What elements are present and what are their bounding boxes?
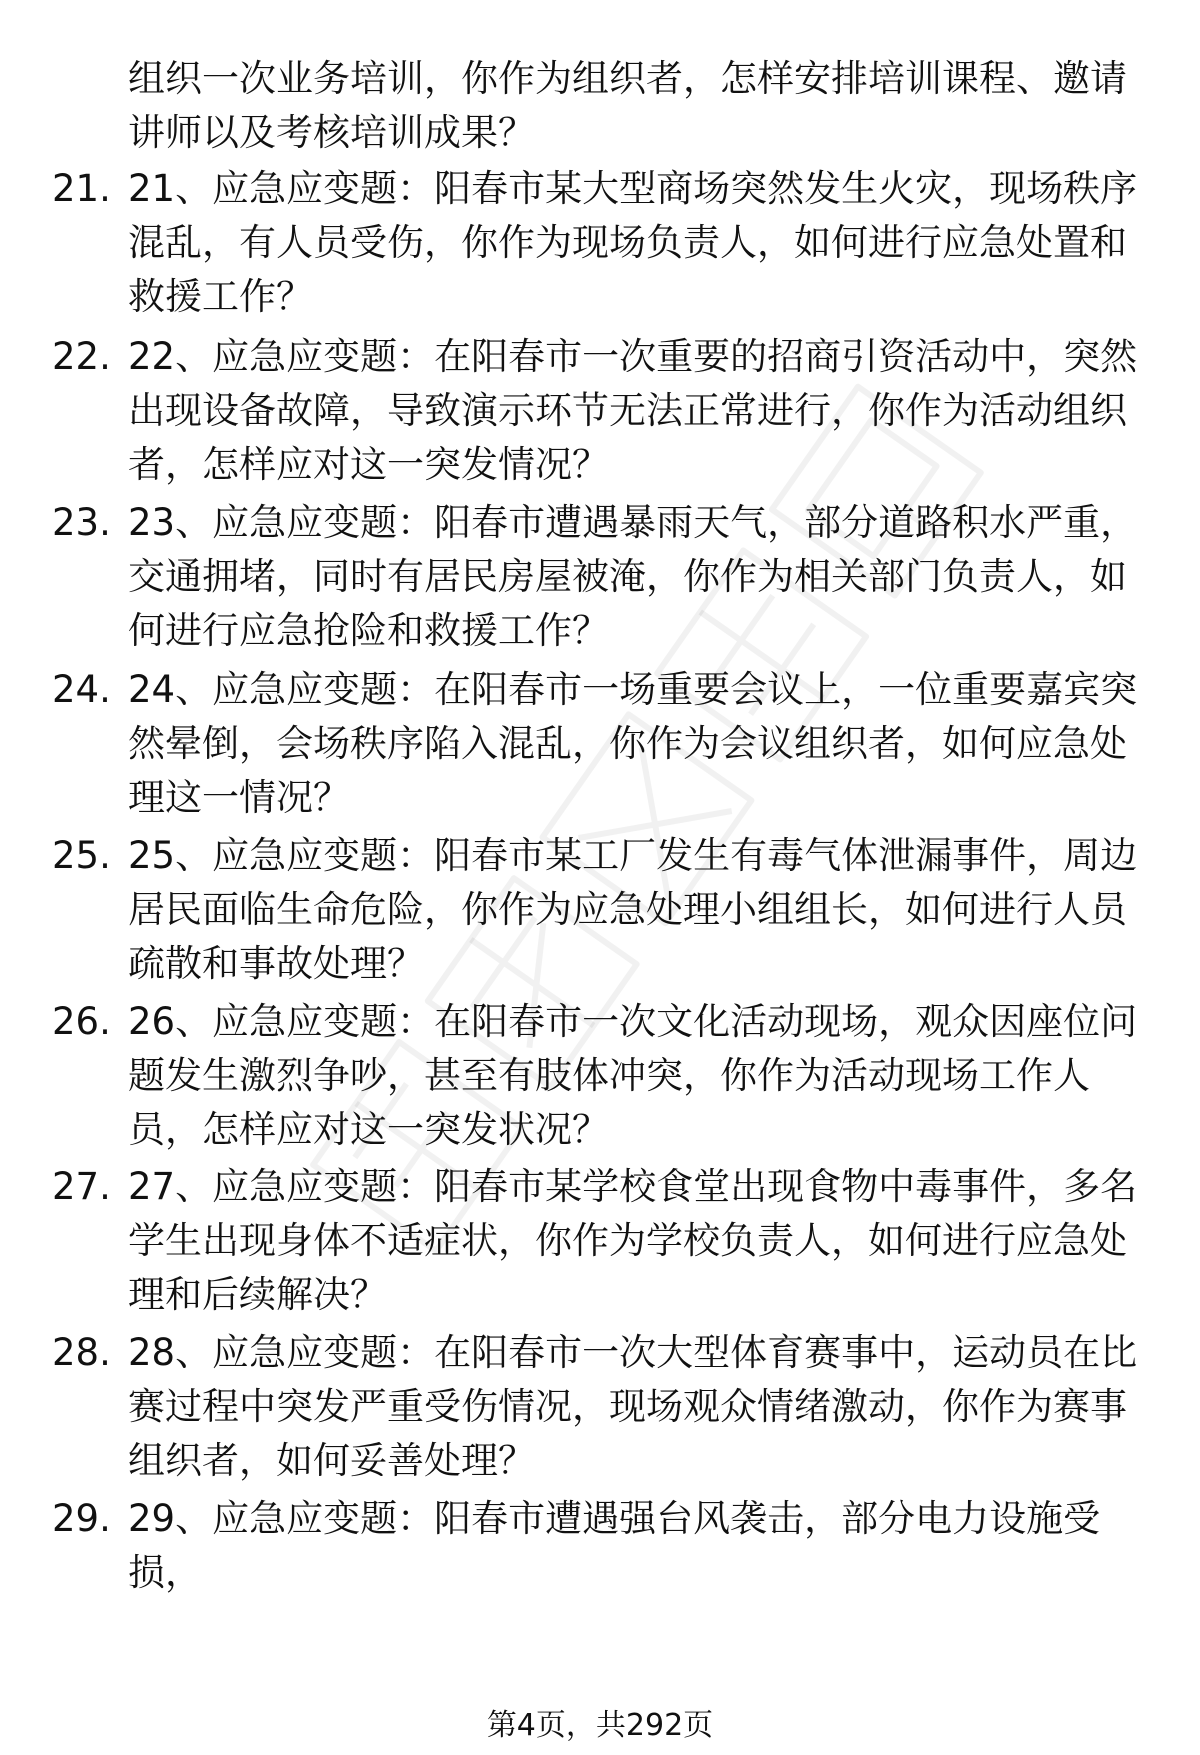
item-number: 24. xyxy=(52,668,111,711)
item-number: 29. xyxy=(52,1497,111,1540)
item-text: 24、应急应变题：在阳春市一场重要会议上，一位重要嘉宾突然晕倒，会场秩序陷入混乱，你作为会议组织者，如何应急处理这一情况？ xyxy=(128,668,1138,819)
page-footer: 第4页，共292页 xyxy=(486,1708,714,1743)
item-number: 25. xyxy=(52,834,111,877)
item-text: 28、应急应变题：在阳春市一次大型体育赛事中，运动员在比赛过程中突发严重受伤情况，现场观众情绪激动，你作为赛事组织者，如何妥善处理？ xyxy=(128,1331,1138,1482)
item-number: 28. xyxy=(52,1331,111,1374)
item-number: 23. xyxy=(52,501,111,544)
item-text: 26、应急应变题：在阳春市一次文化活动现场，观众因座位问题发生激烈争吵，甚至有肢体冲突，你作为活动现场工作人员，怎样应对这一突发状况？ xyxy=(128,1000,1138,1151)
item-number: 26. xyxy=(52,1000,111,1043)
item-number: 22. xyxy=(52,335,111,378)
item-number: 27. xyxy=(52,1165,111,1208)
item-text: 29、应急应变题：阳春市遭遇强台风袭击，部分电力设施受损， xyxy=(128,1497,1101,1594)
item-text: 27、应急应变题：阳春市某学校食堂出现食物中毒事件，多名学生出现身体不适症状，你作为学校负责人，如何进行应急处理和后续解决？ xyxy=(128,1165,1138,1316)
item-text: 22、应急应变题：在阳春市一次重要的招商引资活动中，突然出现设备故障，导致演示环节无法正常进行，你作为活动组织者，怎样应对这一突发情况？ xyxy=(128,335,1138,486)
item-number: 21. xyxy=(52,167,111,210)
item-text: 23、应急应变题：阳春市遭遇暴雨天气，部分道路积水严重，交通拥堵，同时有居民房屋被淹，你作为相关部门负责人，如何进行应急抢险和救援工作？ xyxy=(128,501,1138,652)
item-text: 21、应急应变题：阳春市某大型商场突然发生火灾，现场秩序混乱，有人员受伤，你作为现场负责人，如何进行应急处置和救援工作？ xyxy=(128,167,1138,318)
item-text: 25、应急应变题：阳春市某工厂发生有毒气体泄漏事件，周边居民面临生命危险，你作为应急处理小组组长，如何进行人员疏散和事故处理？ xyxy=(128,834,1138,985)
intro-paragraph: 组织一次业务培训，你作为组织者，怎样安排培训课程、邀请讲师以及考核培训成果？ xyxy=(128,57,1127,154)
